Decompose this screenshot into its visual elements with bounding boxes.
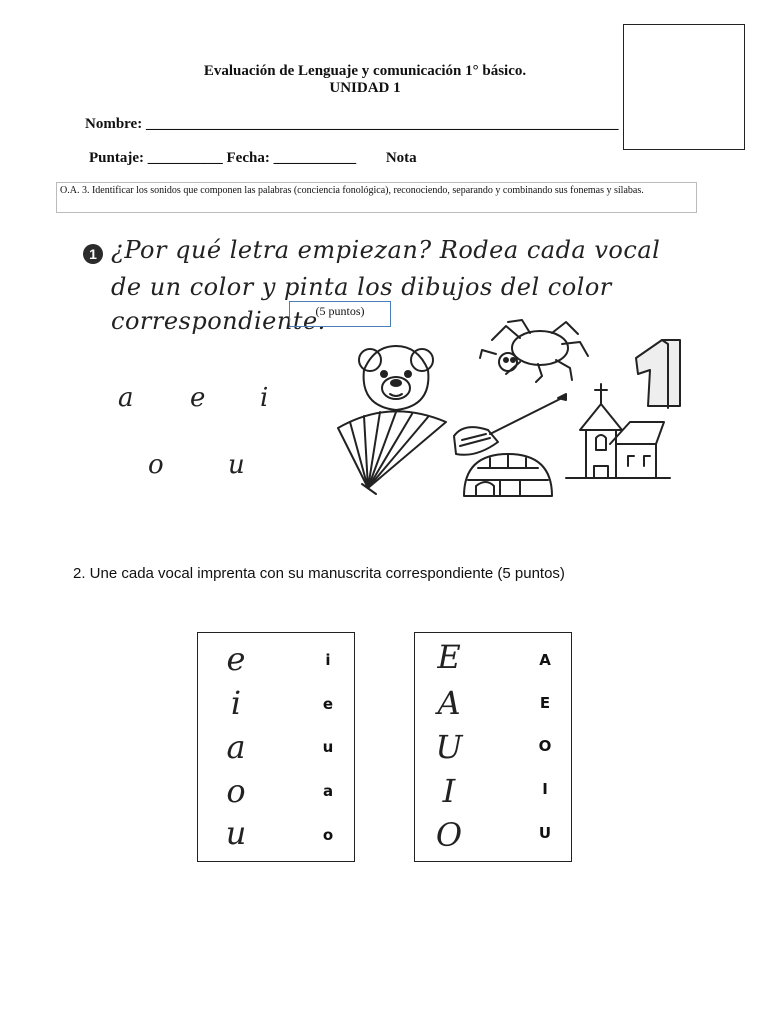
- bear-drawing[interactable]: [359, 346, 433, 410]
- script-letter-upper-o[interactable]: O: [435, 816, 463, 854]
- question-1-number-badge: 1: [83, 244, 103, 264]
- script-letter-upper-i[interactable]: I: [442, 772, 456, 810]
- question-1-line-3: correspondiente.: [111, 307, 326, 335]
- vowel-i[interactable]: i: [260, 383, 269, 413]
- learning-objective: O.A. 3. Identificar los sonidos que componen las palabras (conciencia fonológica), reconociendo, separando y combinando sus fonemas y sílabas.: [56, 182, 697, 213]
- matching-box-uppercase: [414, 632, 572, 862]
- grade-label: Nota: [385, 150, 417, 166]
- print-letter-u[interactable]: u: [322, 738, 334, 756]
- score-label: Puntaje:: [89, 150, 144, 166]
- print-letter-upper-o[interactable]: O: [538, 737, 552, 755]
- script-letter-u[interactable]: u: [225, 814, 247, 852]
- print-letter-upper-u[interactable]: U: [538, 824, 552, 842]
- vowel-a[interactable]: a: [118, 383, 134, 413]
- name-label: Nombre:: [85, 116, 143, 132]
- title-line-2: UNIDAD 1: [329, 80, 401, 96]
- script-letter-i[interactable]: i: [230, 684, 242, 722]
- print-letter-upper-e[interactable]: E: [539, 694, 551, 712]
- print-letter-i[interactable]: i: [325, 651, 331, 669]
- date-label: Fecha:: [226, 150, 270, 166]
- script-letter-e[interactable]: e: [226, 640, 246, 678]
- question-1-line-1: ¿Por qué letra empiezan? Rodea cada vocal: [111, 236, 661, 264]
- print-letter-o[interactable]: o: [322, 826, 334, 844]
- question-1-points-box: (5 puntos): [289, 301, 391, 327]
- print-letter-upper-a[interactable]: A: [539, 651, 551, 669]
- score-line: [89, 150, 417, 167]
- fan-drawing[interactable]: [338, 411, 446, 494]
- script-letter-a[interactable]: a: [226, 728, 246, 766]
- coloring-illustrations: [330, 318, 690, 508]
- print-letter-e[interactable]: e: [322, 695, 334, 713]
- vowel-o[interactable]: o: [148, 450, 164, 480]
- question-1-line-2: de un color y pinta los dibujos del color: [111, 273, 612, 301]
- broom-drawing[interactable]: [454, 394, 566, 455]
- date-field[interactable]: ___________: [273, 150, 357, 166]
- print-letter-a[interactable]: a: [322, 782, 334, 800]
- number-one-drawing[interactable]: [636, 340, 680, 408]
- script-letter-o[interactable]: o: [226, 772, 246, 810]
- script-letter-upper-a[interactable]: A: [437, 684, 461, 722]
- script-letter-upper-u[interactable]: U: [435, 728, 463, 766]
- title-line-1: Evaluación de Lenguaje y comunicación 1° básico.: [203, 63, 527, 79]
- page-title: [100, 63, 630, 97]
- igloo-drawing[interactable]: [464, 454, 552, 496]
- vowel-u[interactable]: u: [228, 450, 245, 480]
- print-letter-upper-i[interactable]: I: [542, 780, 548, 798]
- grade-box: [623, 24, 745, 150]
- question-2-instruction: 2. Une cada vocal imprenta con su manuscrita correspondiente (5 puntos): [73, 565, 565, 582]
- score-field[interactable]: __________: [147, 150, 223, 166]
- vowel-e[interactable]: e: [190, 383, 206, 413]
- name-field[interactable]: _______________________________________________________________: [145, 116, 619, 132]
- script-letter-upper-e[interactable]: E: [437, 638, 461, 676]
- spider-drawing[interactable]: [480, 320, 588, 382]
- name-line: [85, 116, 618, 133]
- matching-box-lowercase: [197, 632, 355, 862]
